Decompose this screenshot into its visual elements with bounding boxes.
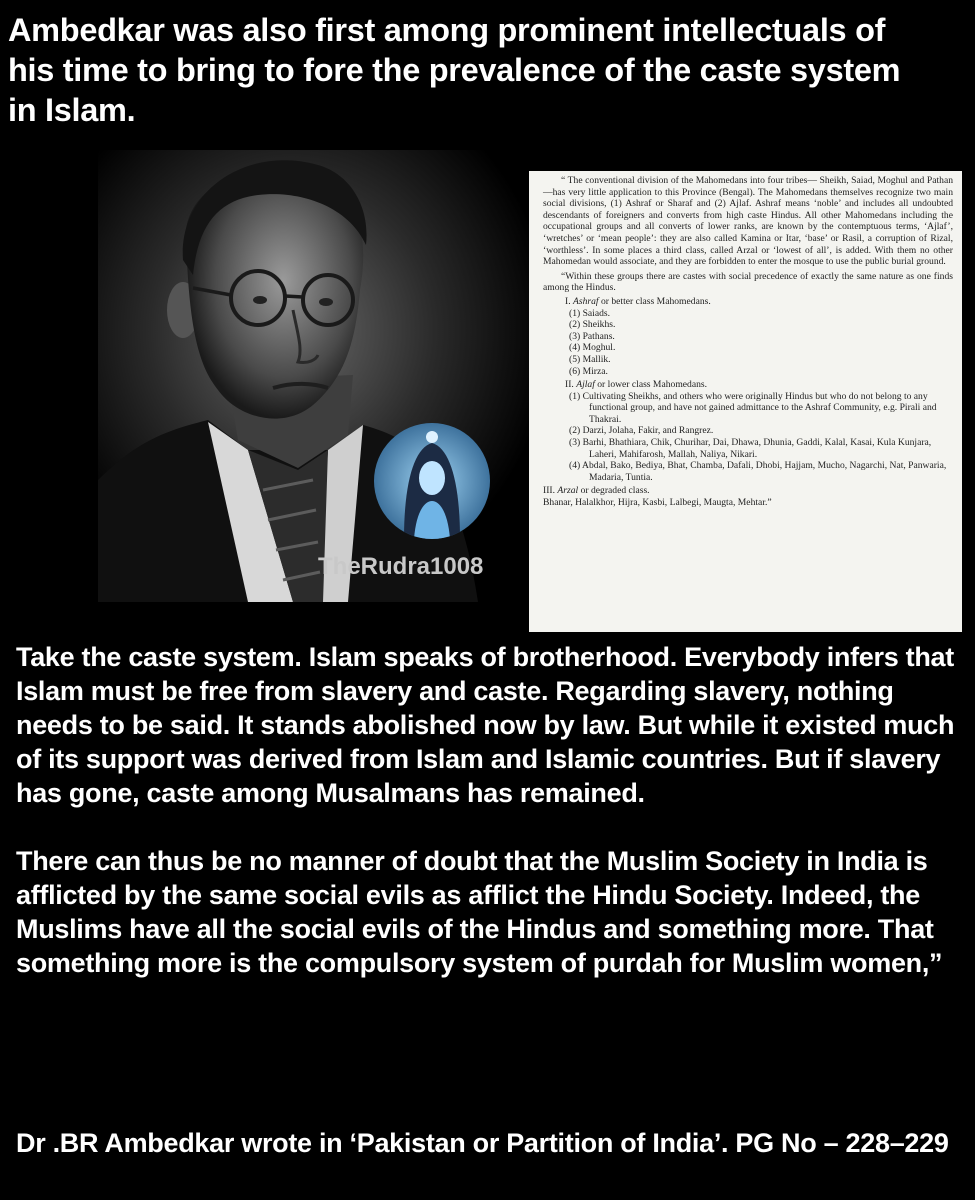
caste-class-heading: II. Ajlaf or lower class Mahomedans. bbox=[565, 379, 708, 391]
list-item: (1) Cultivating Sheikhs, and others who were originally Hindus but who do not belong to any functional group, and have not gained admittance to the Ashraf Community, e.g. Pirali and Thakrai. bbox=[569, 390, 937, 425]
list-item: (4) Moghul. bbox=[569, 342, 616, 354]
caste-class-heading: I. Ashraf or better class Mahomedans. bbox=[565, 295, 711, 307]
quote-paragraph: There can thus be no manner of doubt that the Muslim Society in India is afflicted by the same social evils as afflict the Hindu Society. Indeed, the Muslims have all the social evils of the Hindus and something more. That something more is the compulsory system of purdah for Muslim women,” bbox=[16, 846, 943, 978]
list-item: (2) Darzi, Jolaha, Fakir, and Rangrez. bbox=[569, 425, 714, 437]
watermark-handle: TheRudra1008 bbox=[318, 553, 484, 580]
quote-body bbox=[16, 640, 961, 1014]
caste-class-heading: III. Arzal or degraded class. bbox=[543, 485, 650, 497]
list-item: (6) Mirza. bbox=[569, 365, 608, 377]
book-excerpt bbox=[529, 171, 962, 632]
excerpt-paragraph: “ The conventional division of the Mahomedans into four tribes— Sheikh, Saiad, Moghul and Pathan—has very little application to this Province (Bengal). The Mahomedans themselves recognize two main social divisions, (1) Ashraf or Sharaf and (2) Ajlaf. Ashraf means ‘noble’ and includes all undoubted descendants of foreigners and converts from high caste Hindus. All other Mahomedans including the occupational groups and all converts of lower ranks, are known by the contemptuous terms, ‘Ajlaf’, ‘wretches’ or ‘mean people’: they are also called Kamina or Itar, ‘base’ or Rasil, a corruption of Rizal, ‘worthless’. In some places a third class, called Arzal or ‘lowest of all’, is added. With them no other Mahomedan would associate, and they are forbidden to enter the mosque to use the public burial ground. bbox=[543, 175, 953, 268]
list-item: (3) Barhi, Bhathiara, Chik, Churihar, Dai, Dhawa, Dhunia, Gaddi, Kalal, Kasai, Kula Kunjara, Laheri, Mahifarosh, Mallah, Naliya, Nikari. bbox=[569, 437, 932, 460]
list-item: (3) Pathans. bbox=[569, 330, 615, 342]
list-item: (1) Saiads. bbox=[569, 307, 611, 319]
ambedkar-portrait bbox=[98, 150, 530, 602]
source-citation: Dr .BR Ambedkar wrote in ‘Pakistan or Partition of India’. PG No – 228–229 bbox=[16, 1128, 949, 1158]
list-item: (5) Mallik. bbox=[569, 353, 611, 365]
headline: Ambedkar was also first among prominent intellectuals of his time to bring to fore the prevalence of the caste system in Islam. bbox=[8, 12, 901, 128]
quote-paragraph: Take the caste system. Islam speaks of brotherhood. Everybody infers that Islam must be free from slavery and caste. Regarding slavery, nothing needs to be said. It stands abolished now by law. But while it existed much of its support was derived from Islam and Islamic countries. But if slavery has gone, caste among Musalmans has remained. bbox=[16, 642, 955, 808]
caste-list bbox=[543, 308, 953, 378]
excerpt-paragraph: “Within these groups there are castes with social precedence of exactly the same nature as one finds among the Hindus. bbox=[543, 270, 953, 294]
caste-list bbox=[543, 391, 953, 484]
excerpt-paragraph: Bhanar, Halalkhor, Hijra, Kasbi, Lalbegi, Maugta, Mehtar.” bbox=[543, 497, 772, 509]
list-item: (4) Abdal, Bako, Bediya, Bhat, Chamba, Dafali, Dhobi, Hajjam, Mucho, Nagarchi, Nat, Panwaria, Madaria, Tuntia. bbox=[569, 460, 947, 483]
watermark-avatar bbox=[374, 423, 490, 539]
list-item: (2) Sheikhs. bbox=[569, 319, 616, 331]
